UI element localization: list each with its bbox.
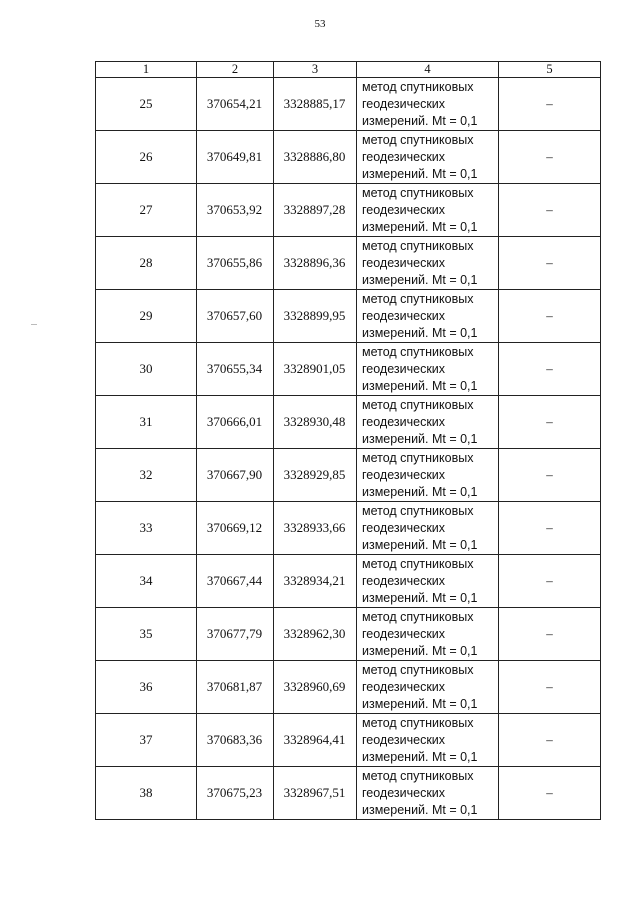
note-cell: – [499, 714, 601, 767]
y-coordinate-cell: 3328899,95 [274, 290, 357, 343]
method-line: метод спутниковых [362, 662, 474, 677]
note-cell: – [499, 184, 601, 237]
method-line: геодезических [362, 679, 446, 694]
note-cell: – [499, 661, 601, 714]
method-line: геодезических [362, 626, 446, 641]
column-header-1: 1 [96, 62, 197, 78]
method-cell [357, 396, 499, 449]
method-line: измерений. Mt = 0,1 [362, 749, 478, 764]
x-coordinate-cell: 370655,86 [197, 237, 274, 290]
table-row [96, 131, 601, 184]
y-coordinate-cell: 3328933,66 [274, 502, 357, 555]
method-line: геодезических [362, 414, 446, 429]
table-row [96, 343, 601, 396]
table-row [96, 608, 601, 661]
method-line: геодезических [362, 308, 446, 323]
x-coordinate-cell: 370683,36 [197, 714, 274, 767]
note-cell: – [499, 608, 601, 661]
y-coordinate-cell: 3328929,85 [274, 449, 357, 502]
x-coordinate-cell: 370667,90 [197, 449, 274, 502]
method-line: измерений. Mt = 0,1 [362, 272, 478, 287]
table-row [96, 555, 601, 608]
y-coordinate-cell: 3328886,80 [274, 131, 357, 184]
margin-mark [31, 324, 37, 325]
table-row [96, 661, 601, 714]
method-cell [357, 290, 499, 343]
x-coordinate-cell: 370681,87 [197, 661, 274, 714]
point-number-cell: 36 [96, 661, 197, 714]
y-coordinate-cell: 3328897,28 [274, 184, 357, 237]
point-number-cell: 32 [96, 449, 197, 502]
column-header-2: 2 [197, 62, 274, 78]
note-cell: – [499, 290, 601, 343]
table-row [96, 396, 601, 449]
point-number-cell: 27 [96, 184, 197, 237]
method-line: метод спутниковых [362, 132, 474, 147]
method-line: измерений. Mt = 0,1 [362, 484, 478, 499]
method-cell [357, 714, 499, 767]
method-cell [357, 78, 499, 131]
method-cell [357, 343, 499, 396]
point-number-cell: 25 [96, 78, 197, 131]
method-cell [357, 767, 499, 820]
y-coordinate-cell: 3328934,21 [274, 555, 357, 608]
page-number: 53 [314, 18, 326, 30]
point-number-cell: 26 [96, 131, 197, 184]
x-coordinate-cell: 370657,60 [197, 290, 274, 343]
point-number-cell: 35 [96, 608, 197, 661]
x-coordinate-cell: 370649,81 [197, 131, 274, 184]
method-line: измерений. Mt = 0,1 [362, 696, 478, 711]
y-coordinate-cell: 3328962,30 [274, 608, 357, 661]
method-line: геодезических [362, 361, 446, 376]
point-number-cell: 34 [96, 555, 197, 608]
column-header-4: 4 [357, 62, 499, 78]
table-row [96, 184, 601, 237]
method-line: измерений. Mt = 0,1 [362, 378, 478, 393]
table-row [96, 714, 601, 767]
method-line: измерений. Mt = 0,1 [362, 219, 478, 234]
method-line: метод спутниковых [362, 238, 474, 253]
method-line: измерений. Mt = 0,1 [362, 537, 478, 552]
y-coordinate-cell: 3328896,36 [274, 237, 357, 290]
x-coordinate-cell: 370654,21 [197, 78, 274, 131]
method-cell [357, 502, 499, 555]
method-cell [357, 608, 499, 661]
note-cell: – [499, 555, 601, 608]
method-cell [357, 555, 499, 608]
note-cell: – [499, 131, 601, 184]
y-coordinate-cell: 3328967,51 [274, 767, 357, 820]
method-line: измерений. Mt = 0,1 [362, 113, 478, 128]
method-cell [357, 131, 499, 184]
point-number-cell: 38 [96, 767, 197, 820]
note-cell: – [499, 502, 601, 555]
method-line: метод спутниковых [362, 715, 474, 730]
y-coordinate-cell: 3328964,41 [274, 714, 357, 767]
y-coordinate-cell: 3328885,17 [274, 78, 357, 131]
method-line: измерений. Mt = 0,1 [362, 166, 478, 181]
note-cell: – [499, 767, 601, 820]
method-line: геодезических [362, 255, 446, 270]
note-cell: – [499, 78, 601, 131]
table-row [96, 449, 601, 502]
method-line: метод спутниковых [362, 79, 474, 94]
x-coordinate-cell: 370675,23 [197, 767, 274, 820]
method-line: геодезических [362, 732, 446, 747]
table-header-row [96, 62, 601, 78]
method-line: метод спутниковых [362, 556, 474, 571]
note-cell: – [499, 396, 601, 449]
method-line: геодезических [362, 96, 446, 111]
method-line: метод спутниковых [362, 503, 474, 518]
y-coordinate-cell: 3328901,05 [274, 343, 357, 396]
method-line: геодезических [362, 520, 446, 535]
method-line: геодезических [362, 202, 446, 217]
point-number-cell: 29 [96, 290, 197, 343]
method-cell [357, 661, 499, 714]
method-line: метод спутниковых [362, 450, 474, 465]
y-coordinate-cell: 3328930,48 [274, 396, 357, 449]
method-cell [357, 237, 499, 290]
method-line: измерений. Mt = 0,1 [362, 325, 478, 340]
method-line: измерений. Mt = 0,1 [362, 643, 478, 658]
method-line: метод спутниковых [362, 291, 474, 306]
coordinates-table [95, 61, 601, 820]
x-coordinate-cell: 370667,44 [197, 555, 274, 608]
table-row [96, 767, 601, 820]
point-number-cell: 37 [96, 714, 197, 767]
point-number-cell: 28 [96, 237, 197, 290]
method-line: измерений. Mt = 0,1 [362, 590, 478, 605]
method-line: метод спутниковых [362, 397, 474, 412]
method-line: измерений. Mt = 0,1 [362, 802, 478, 817]
method-cell [357, 449, 499, 502]
column-header-3: 3 [274, 62, 357, 78]
method-line: геодезических [362, 573, 446, 588]
x-coordinate-cell: 370666,01 [197, 396, 274, 449]
point-number-cell: 31 [96, 396, 197, 449]
y-coordinate-cell: 3328960,69 [274, 661, 357, 714]
method-line: метод спутниковых [362, 768, 474, 783]
table-row [96, 290, 601, 343]
table-row [96, 78, 601, 131]
column-header-5: 5 [499, 62, 601, 78]
x-coordinate-cell: 370677,79 [197, 608, 274, 661]
method-line: метод спутниковых [362, 185, 474, 200]
method-line: геодезических [362, 467, 446, 482]
method-cell [357, 184, 499, 237]
table-body [96, 78, 601, 820]
method-line: метод спутниковых [362, 344, 474, 359]
x-coordinate-cell: 370655,34 [197, 343, 274, 396]
method-line: измерений. Mt = 0,1 [362, 431, 478, 446]
method-line: метод спутниковых [362, 609, 474, 624]
table-row [96, 237, 601, 290]
x-coordinate-cell: 370669,12 [197, 502, 274, 555]
note-cell: – [499, 237, 601, 290]
table-row [96, 502, 601, 555]
method-line: геодезических [362, 785, 446, 800]
method-line: геодезических [362, 149, 446, 164]
point-number-cell: 30 [96, 343, 197, 396]
point-number-cell: 33 [96, 502, 197, 555]
x-coordinate-cell: 370653,92 [197, 184, 274, 237]
note-cell: – [499, 343, 601, 396]
note-cell: – [499, 449, 601, 502]
